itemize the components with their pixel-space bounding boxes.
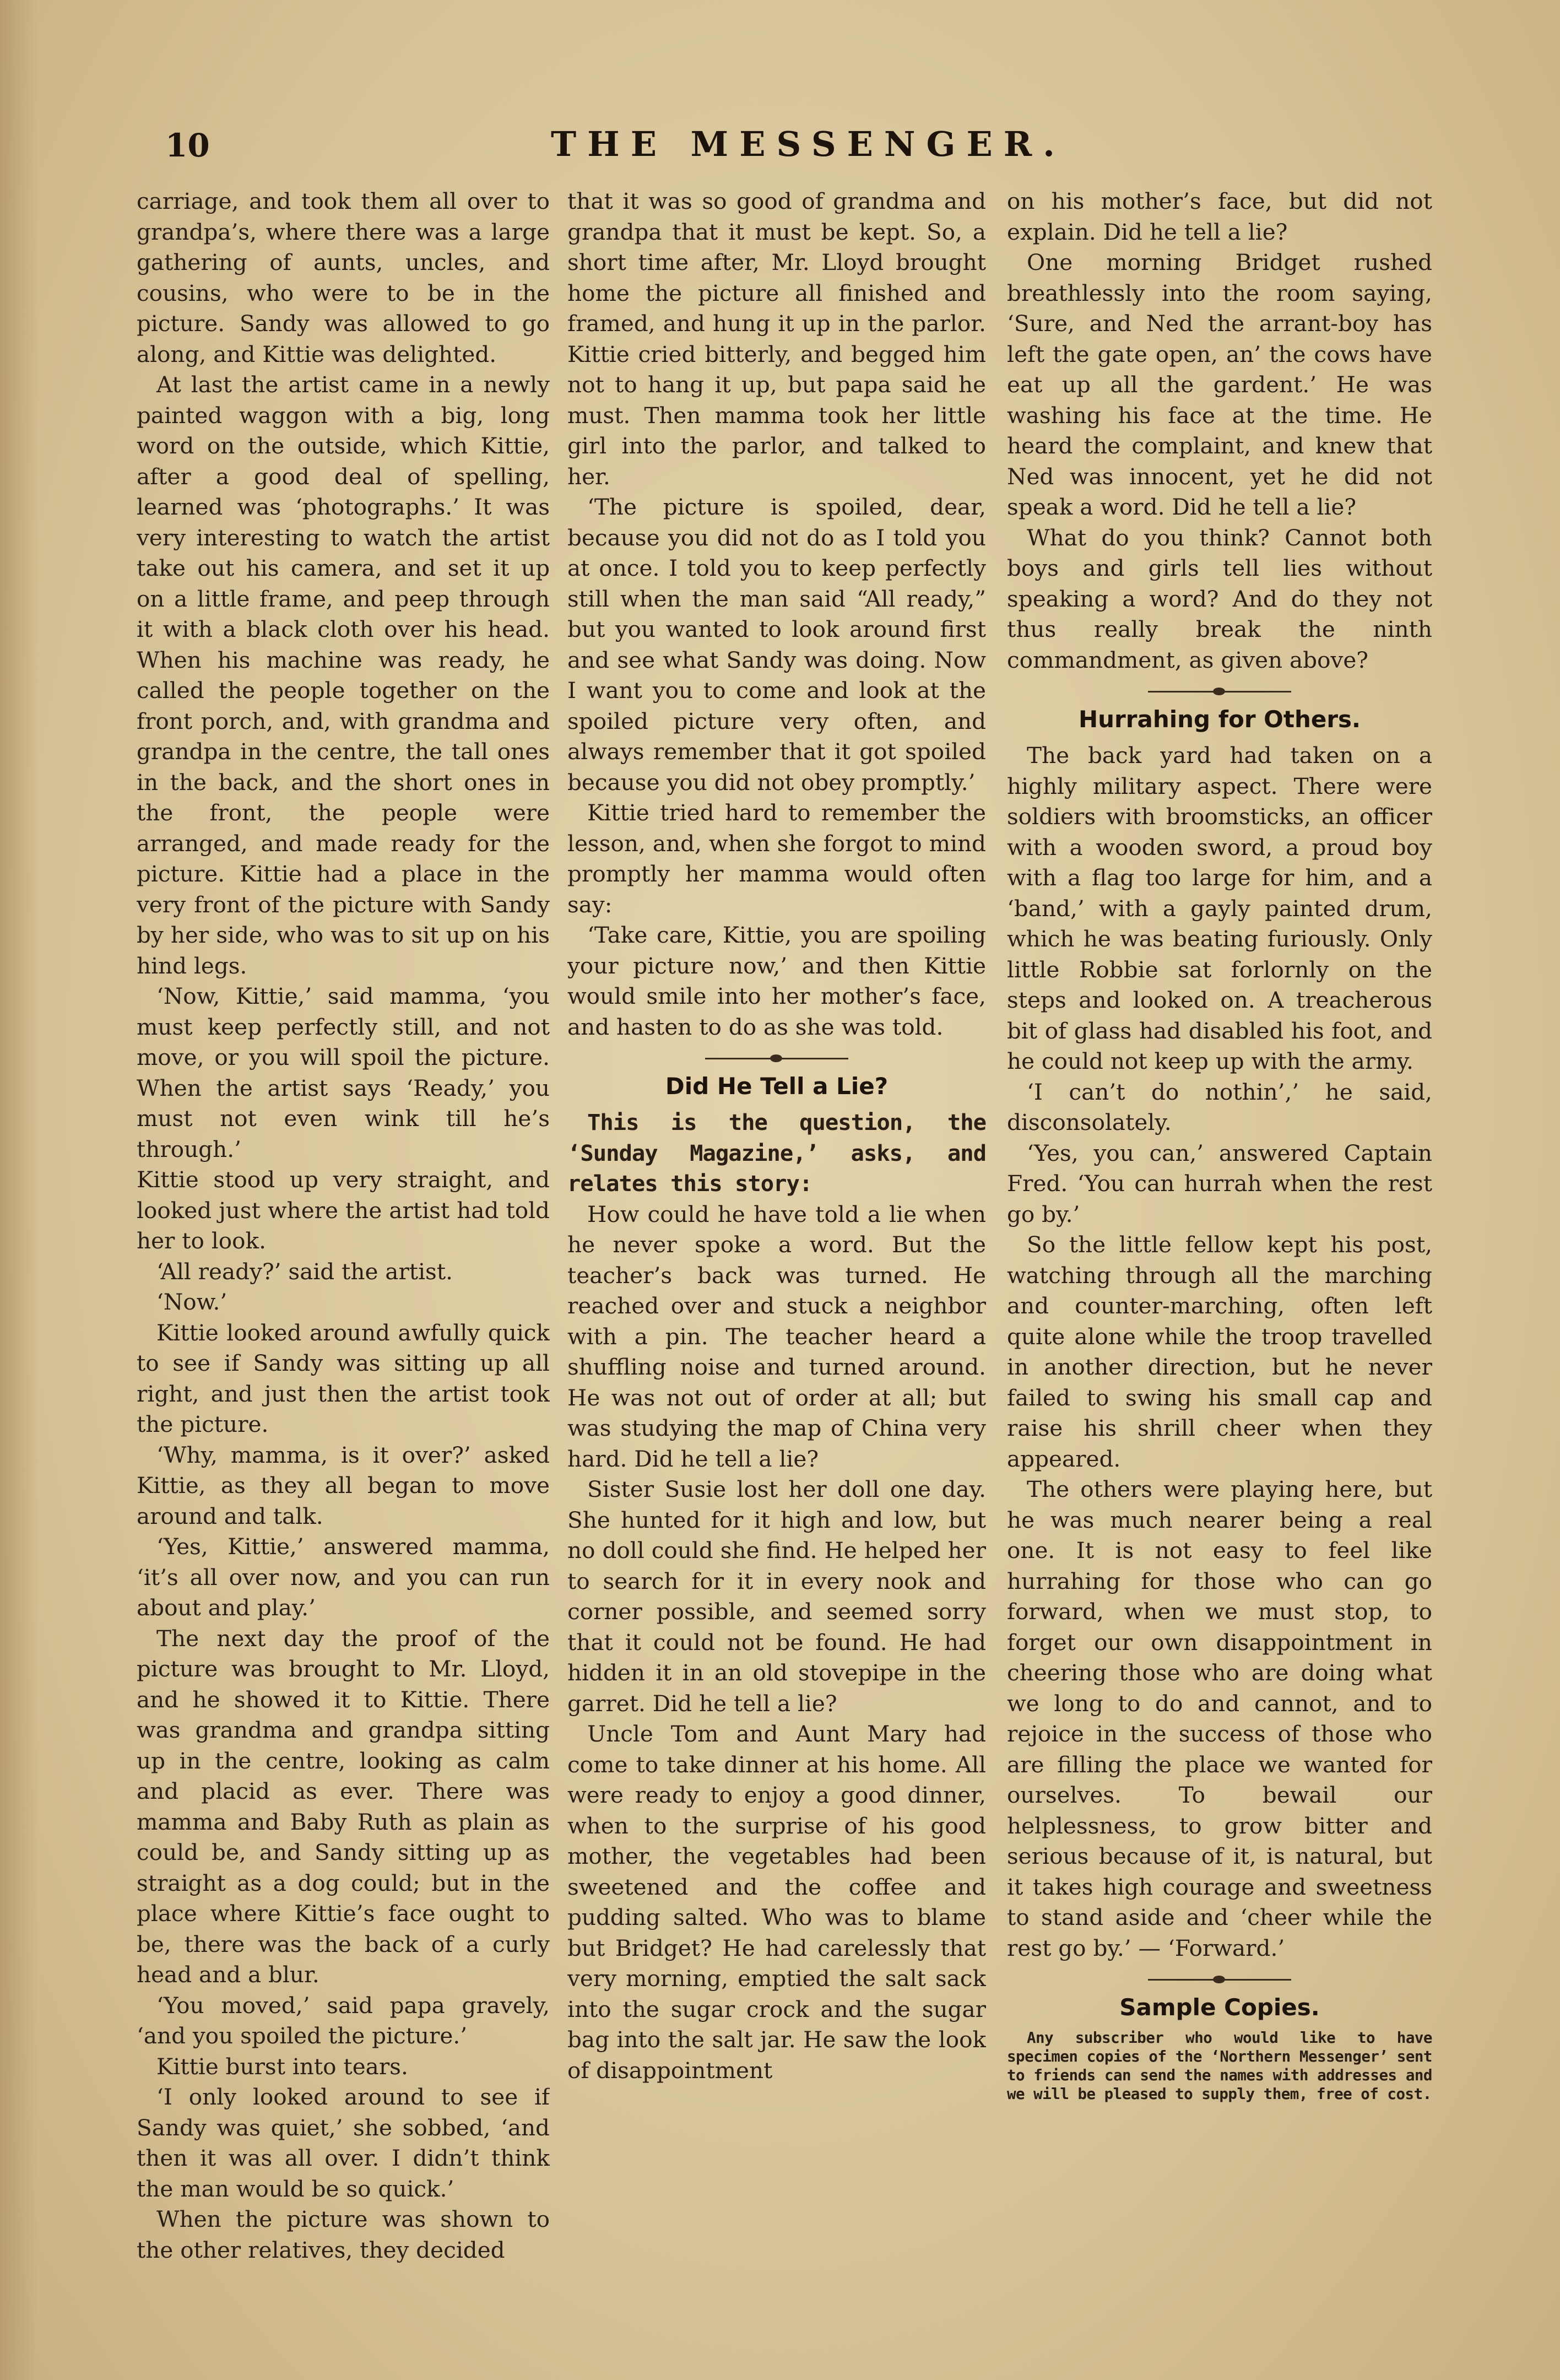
paragraph: that it was so good of grandma and grandpa that it must be kept. So, a short time after, Mr. Lloyd brought home the picture all finished and framed, and hung it up in the parlor. Kittie cried bitterly, and begged him not to hang it up, but papa said he must. Then mamma took her little girl into the parlor, and talked to her. [567, 188, 986, 490]
column-3 [1007, 186, 1432, 2280]
paragraph: How could he have told a lie when he never spoke a word. But the teacher’s back was turned. He reached over and stuck a neighbor with a pin. The teacher heard a shuffling noise and turned around. He was not out of order at all; but was studying the map of China very hard. Did he tell a lie? [567, 1200, 986, 1472]
page-edge-shadow [0, 0, 39, 2380]
paragraph: The back yard had taken on a highly military aspect. There were soldiers with broomsticks, an officer with a wooden sword, a proud boy with a flag too large for him, and a ‘band,’ with a gayly painted drum, which he was beating furiously. Only little Robbie sat forlornly on the steps and looked on. A treacherous bit of glass had disabled his foot, and he could not keep up with the army. [1007, 742, 1432, 1074]
notice-heading: Sample Copies. [1119, 1994, 1320, 2021]
section-divider [1148, 1979, 1291, 1981]
article-heading: Did He Tell a Lie? [665, 1073, 889, 1100]
page-header [165, 116, 1432, 176]
paragraph: ‘Now, Kittie,’ said mamma, ‘you must keep perfectly still, and not move, or you will spoil the picture. When the artist says ‘Ready,’ you must not even wink till he’s through.’ [137, 983, 550, 1162]
paragraph: ‘You moved,’ said papa gravely, ‘and you spoiled the picture.’ [137, 1992, 550, 2049]
paragraph: Kittie tried hard to remember the lesson, and, when she forgot to mind promptly her mamma would often say: [567, 799, 986, 918]
paragraph: ‘The picture is spoiled, dear, because you did not do as I told you at once. I told you to keep perfectly still when the man said “All ready,” but you wanted to look around first and see what Sandy was doing. Now I want you to come and look at the spoiled picture very often, and always remember that it got spoiled because you did not obey promptly.’ [567, 494, 986, 796]
paragraph: The next day the proof of the picture was brought to Mr. Lloyd, and he showed it to Kittie. There was grandma and grandpa sitting up in the centre, looking as calm and placid as ever. There was mamma and Baby Ruth as plain as could be, and Sandy sitting up as straight as a dog could; but in the place where Kittie’s face ought to be, there was the back of a curly head and a blur. [137, 1625, 550, 1988]
sample-copies-notice: Any subscriber who would like to have specimen copies of the ‘Northern Messenger’ sent to friends can send the names with addresses and we will be pleased to supply them, free of cost. [1007, 2029, 1432, 2103]
paragraph: Uncle Tom and Aunt Mary had come to take dinner at his home. All were ready to enjoy a good dinner, when to the surprise of his good mother, the vegetables had been sweetened and the coffee and pudding salted. Who was to blame but Bridget? He had carelessly that very morning, emptied the salt sack into the sugar crock and the sugar bag into the salt jar. He saw the look of disappointment [567, 1721, 986, 2084]
paragraph: At last the artist came in a newly painted waggon with a big, long word on the outside, which Kittie, after a good deal of spelling, learned was ‘photographs.’ It was very interesting to watch the artist take out his camera, and set it up on a little frame, and peep through it with a black cloth over his head. When his machine was ready, he called the people together on the front porch, and, with grandma and grandpa in the centre, the tall ones in the back, and the short ones in the front, the people were arranged, and made ready for the picture. Kittie had a place in the very front of the picture with Sandy by her side, who was to sit up on his hind legs. [137, 371, 550, 979]
paragraph: One morning Bridget rushed breathlessly into the room saying, ‘Sure, and Ned the arrant-boy has left the gate open, an’ the cows have eat up all the gardent.’ He was washing his face at the time. He heard the complaint, and knew that Ned was innocent, yet he did not speak a word. Did he tell a lie? [1007, 249, 1432, 520]
paragraph: ‘Why, mamma, is it over?’ asked Kittie, as they all began to move around and talk. [137, 1441, 550, 1529]
paragraph: on his mother’s face, but did not explain. Did he tell a lie? [1007, 188, 1432, 245]
masthead-title: THE MESSENGER. [551, 124, 1066, 164]
paragraph: Kittie burst into tears. [156, 2053, 408, 2080]
paragraph: When the picture was shown to the other relatives, they decided [137, 2206, 550, 2263]
paragraph: ‘Yes, you can,’ answered Captain Fred. ‘You can hurrah when the rest go by.’ [1007, 1139, 1432, 1227]
paragraph: So the little fellow kept his post, watching through all the marching and counter-marching, often left quite alone while the troop travelled in another direction, but he never failed to swing his small cap and raise his shrill cheer when they appeared. [1007, 1231, 1432, 1472]
column-2 [567, 186, 986, 2280]
paragraph: Kittie looked around awfully quick to see if Sandy was sitting up all right, and just then the artist took the picture. [137, 1319, 550, 1437]
paragraph: ‘I only looked around to see if Sandy was quiet,’ she sobbed, ‘and then it was all over. I didn’t think the man would be so quick.’ [137, 2084, 550, 2202]
article-intro: This is the question, the ‘Sunday Magazine,’ asks, and relates this story: [567, 1109, 986, 1197]
paragraph: Sister Susie lost her doll one day. She hunted for it high and low, but no doll could she find. He helped her to search for it in every nook and corner possible, and seemed sorry that it could not be found. He had hidden it in an old stovepipe in the garret. Did he tell a lie? [567, 1476, 986, 1717]
page-number: 10 [165, 127, 210, 164]
column-1 [137, 186, 550, 2280]
paragraph: ‘Now.’ [156, 1289, 228, 1315]
paragraph: Kittie stood up very straight, and looked just where the artist had told her to look. [137, 1166, 550, 1254]
paragraph: ‘Take care, Kittie, you are spoiling your picture now,’ and then Kittie would smile into her mother’s face, and hasten to do as she was told. [567, 922, 986, 1040]
paragraph: ‘Yes, Kittie,’ answered mamma, ‘it’s all over now, and you can run about and play.’ [137, 1533, 550, 1621]
paragraph: The others were playing here, but he was much nearer being a real one. It is not easy to feel like hurrahing for those who can go forward, when we must stop, to forget our own disappointment in cheering those who are doing what we long to do and cannot, and to rejoice in the success of those who are filling the place we wanted for ourselves. To bewail our helplessness, to grow bitter and serious because of it, is natural, but it takes high courage and sweetness to stand aside and ‘cheer while the rest go by.’ — ‘Forward.’ [1007, 1476, 1432, 1961]
section-divider [1148, 691, 1291, 693]
paragraph: What do you think? Cannot both boys and girls tell lies without speaking a word? And do they not thus really break the ninth commandment, as given above? [1007, 524, 1432, 673]
paragraph: ‘All ready?’ said the artist. [156, 1258, 453, 1285]
section-divider [705, 1058, 848, 1059]
paragraph: ‘I can’t do nothin’,’ he said, disconsolately. [1007, 1078, 1432, 1135]
paragraph: carriage, and took them all over to grandpa’s, where there was a large gathering of aunts, uncles, and cousins, who were to be in the picture. Sandy was allowed to go along, and Kittie was delighted. [137, 188, 550, 367]
article-heading: Hurrahing for Others. [1079, 706, 1361, 733]
